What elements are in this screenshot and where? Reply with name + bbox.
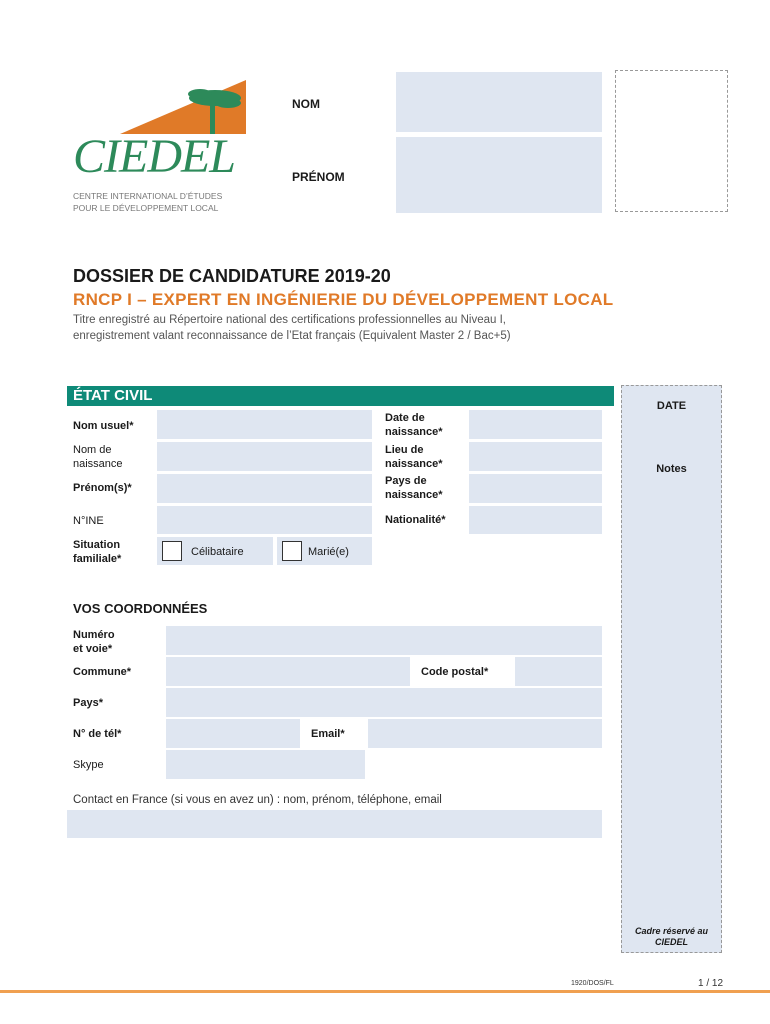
- commune-label: Commune*: [73, 666, 132, 678]
- panel-footer-line-1: Cadre réservé au: [634, 926, 709, 936]
- pays-naissance-label: [385, 474, 442, 502]
- nationalite-label: Nationalité*: [385, 514, 446, 526]
- nom-input[interactable]: [396, 72, 602, 132]
- panel-footer: [622, 926, 721, 948]
- lieu-naissance-line-1: Lieu de: [385, 444, 424, 456]
- date-naissance-input[interactable]: [469, 410, 602, 439]
- pays-input[interactable]: [166, 688, 602, 717]
- etat-civil-header: [67, 386, 614, 406]
- document-subtitle: RNCP I – EXPERT EN INGÉNIERIE DU DÉVELOPPEMENT LOCAL: [73, 290, 614, 309]
- pays-naissance-input[interactable]: [469, 474, 602, 503]
- ciedel-logo-graphic: [120, 76, 250, 136]
- email-label: Email*: [311, 728, 345, 740]
- code-postal-label: Code postal*: [421, 666, 489, 678]
- email-input[interactable]: [368, 719, 602, 748]
- date-naissance-line-1: Date de: [385, 412, 425, 424]
- prenoms-label: Prénom(s)*: [73, 482, 132, 494]
- ine-input[interactable]: [157, 506, 372, 534]
- footer-divider: [0, 990, 770, 993]
- numero-voie-input[interactable]: [166, 626, 602, 655]
- panel-notes-label: Notes: [656, 463, 687, 475]
- nom-label: NOM: [292, 97, 320, 111]
- document-description: [73, 312, 633, 344]
- date-naissance-line-2: naissance*: [385, 426, 443, 438]
- lieu-naissance-line-2: naissance*: [385, 458, 443, 470]
- numero-voie-line-2: et voie*: [73, 643, 113, 655]
- panel-date-label: DATE: [656, 400, 687, 412]
- pays-naissance-line-1: Pays de: [385, 475, 427, 487]
- contact-label: Contact en France (si vous en avez un) : nom, prénom, téléphone, email: [73, 794, 442, 806]
- tagline-line-2: POUR LE DÉVELOPPEMENT LOCAL: [73, 203, 219, 213]
- situation-label: [73, 538, 121, 566]
- numero-voie-label: [73, 628, 115, 656]
- prenoms-input[interactable]: [157, 474, 372, 503]
- document-reference: 1920/DOS/FL: [571, 980, 614, 987]
- situation-line-1: Situation: [73, 539, 121, 551]
- reserved-panel: [621, 385, 722, 953]
- document-title: DOSSIER DE CANDIDATURE 2019-20: [73, 266, 391, 286]
- ine-label: N°INE: [73, 515, 104, 527]
- pays-naissance-line-2: naissance*: [385, 489, 443, 501]
- marie-checkbox[interactable]: [282, 541, 302, 561]
- tel-label: N° de tél*: [73, 728, 122, 740]
- description-line-2: enregistrement valant reconnaissance de l’Etat français (Equivalent Master 2 / Bac+5): [73, 330, 511, 342]
- contact-input[interactable]: [67, 810, 602, 838]
- celibataire-label: Célibataire: [191, 546, 244, 558]
- numero-voie-line-1: Numéro: [73, 629, 115, 641]
- lieu-naissance-label: [385, 443, 442, 471]
- nom-usuel-input[interactable]: [157, 410, 372, 439]
- code-postal-input[interactable]: [515, 657, 602, 686]
- page-number: 1 / 12: [698, 978, 724, 989]
- tagline-line-1: CENTRE INTERNATIONAL D’ÉTUDES: [73, 191, 223, 201]
- tel-input[interactable]: [166, 719, 300, 748]
- panel-footer-line-2: CIEDEL: [654, 937, 688, 947]
- commune-input[interactable]: [166, 657, 410, 686]
- nom-naissance-label: [73, 443, 123, 471]
- logo-wordmark: CIEDEL: [73, 130, 235, 183]
- nom-naissance-input[interactable]: [157, 442, 372, 471]
- description-line-1: Titre enregistré au Répertoire national des certifications professionnelles au Niveau I,: [73, 314, 506, 326]
- pays-label: Pays*: [73, 697, 103, 709]
- celibataire-checkbox[interactable]: [162, 541, 182, 561]
- prenom-input[interactable]: [396, 137, 602, 213]
- photo-box[interactable]: [615, 70, 728, 212]
- skype-label: Skype: [73, 759, 104, 771]
- prenom-label: PRÉNOM: [292, 170, 345, 184]
- etat-civil-title: ÉTAT CIVIL: [73, 387, 153, 404]
- skype-input[interactable]: [166, 750, 365, 779]
- nom-naissance-line-2: naissance: [73, 458, 123, 470]
- date-naissance-label: [385, 411, 442, 439]
- logo-tagline: [73, 190, 222, 214]
- nom-usuel-label: Nom usuel*: [73, 420, 134, 432]
- coordonnees-title: VOS COORDONNÉES: [73, 601, 208, 616]
- nationalite-input[interactable]: [469, 506, 602, 534]
- nom-naissance-line-1: Nom de: [73, 444, 112, 456]
- lieu-naissance-input[interactable]: [469, 442, 602, 471]
- situation-line-2: familiale*: [73, 553, 122, 565]
- marie-label: Marié(e): [308, 546, 349, 558]
